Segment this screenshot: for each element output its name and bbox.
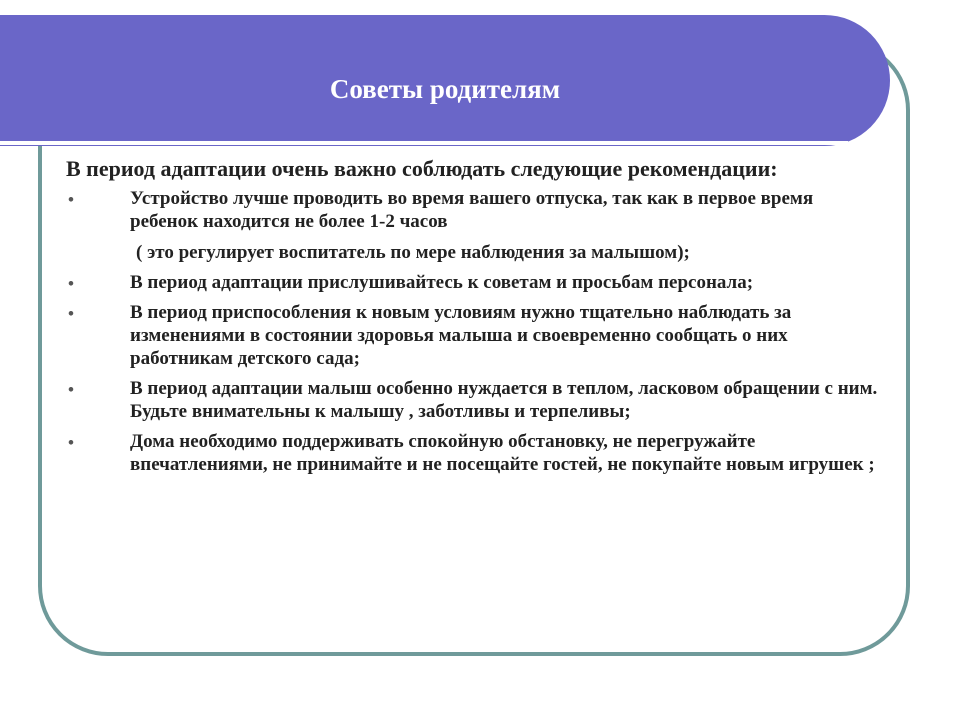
list-item-text: В период адаптации малыш особенно нуждается в теплом, ласковом обращении с ним. Будьте внимательны к малышу , заботливы и терпеливы; xyxy=(130,378,878,422)
list-item xyxy=(66,187,884,233)
bullet-icon: • xyxy=(68,304,74,323)
list-item xyxy=(66,271,884,294)
bullet-icon: • xyxy=(68,190,74,209)
intro-text: В период адаптации очень важно соблюдать следующие рекомендации: xyxy=(66,156,778,181)
list-item-text: В период приспособления к новым условиям нужно тщательно наблюдать за изменениями в состоянии здоровья малыша и своевременно сообщать о них работникам детского сада; xyxy=(130,302,792,369)
title-banner xyxy=(0,15,890,146)
note-text: ( это регулирует воспитатель по мере наблюдения за малышом); xyxy=(136,242,690,263)
list-item xyxy=(66,377,884,423)
bullet-icon: • xyxy=(68,274,74,293)
list-item xyxy=(66,301,884,370)
slide-title: Советы родителям xyxy=(329,74,561,104)
list-item xyxy=(66,430,884,476)
list-item-text: Дома необходимо поддерживать спокойную обстановку, не перегружайте впечатлениями, не принимайте и не посещайте гостей, не покупайте новым игрушек ; xyxy=(130,431,875,475)
slide-content xyxy=(66,157,884,483)
bullet-icon: • xyxy=(68,433,74,452)
list-item-text: Устройство лучше проводить во время вашего отпуска, так как в первое время ребенок находится не более 1-2 часов xyxy=(130,188,814,232)
banner-underline xyxy=(0,141,848,145)
list-item-text: В период адаптации прислушивайтесь к советам и просьбам персонала; xyxy=(130,272,754,293)
bullet-icon: • xyxy=(68,380,74,399)
